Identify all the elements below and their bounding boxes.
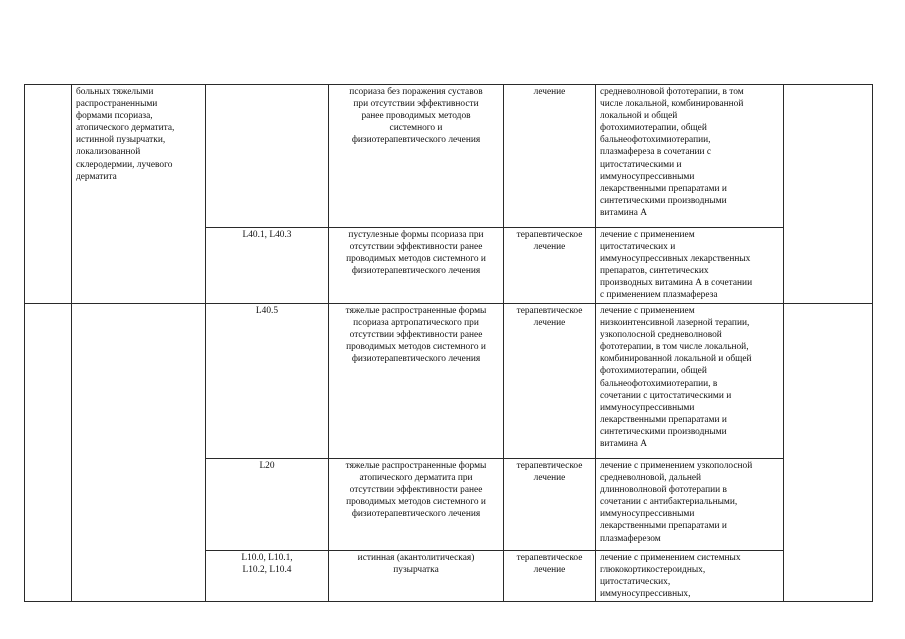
treatment-method-cell: лечение с применением системных глюкокортикостероидных, цитостатических, иммуносупрессивных, (596, 551, 784, 602)
treatment-type-cell: терапевтическое лечение (504, 304, 596, 459)
icd-code-cell: L40.1, L40.3 (206, 228, 329, 304)
icd-code-cell (206, 85, 329, 228)
table-row (25, 85, 873, 228)
patient-model-cell: тяжелые распространенные формы атопического дерматита при отсутствии эффективности ранее проводимых методов системного и физиотерапевтического лечения (329, 459, 504, 551)
table-row (25, 304, 873, 459)
extra-cell (784, 85, 873, 304)
patient-model-cell: истинная (акантолитическая) пузырчатка (329, 551, 504, 602)
treatment-type-cell: терапевтическое лечение (504, 459, 596, 551)
treatment-method-cell: средневолновой фототерапии, в том числе локальной, комбинированной локальной и общей фотохимиотерапии, общей бальнеофотохимиотерапии, плазмафереза в сочетании с цитостатическими и иммуносупрессивными лекарственными препаратами и синтетическими производными витамина А (596, 85, 784, 228)
treatment-type-cell: терапевтическое лечение (504, 551, 596, 602)
treatment-method-cell: лечение с применением низкоинтенсивной лазерной терапии, узкополосной средневолновой фототерапии, в том числе локальной, комбинированной локальной и общей фотохимиотерапии, общей бальнеофотохимиотерапии, в сочетании с цитостатическими и иммуносупрессивными лекарственными препаратами и синтетическими производными витамина А (596, 304, 784, 459)
icd-code-cell: L20 (206, 459, 329, 551)
group-number-cell (25, 304, 72, 602)
patient-category-cell: больных тяжелыми распространенными формами псориаза, атопического дерматита, истинной пузырчатки, локализованной склеродермии, лучевого дерматита (72, 85, 206, 304)
group-number-cell (25, 85, 72, 304)
treatment-type-cell: терапевтическое лечение (504, 228, 596, 304)
extra-cell (784, 304, 873, 602)
patient-category-cell (72, 304, 206, 602)
treatment-method-cell: лечение с применением узкополосной средневолновой, дальней длинноволновой фототерапии в сочетании с антибактериальными, иммуносупрессивными лекарственными препаратами и плазмаферезом (596, 459, 784, 551)
patient-model-cell: псориаза без поражения суставов при отсутствии эффективности ранее проводимых методов системного и физиотерапевтического лечения (329, 85, 504, 228)
treatment-method-cell: лечение с применением цитостатических и иммуносупрессивных лекарственных препаратов, синтетических производных витамина А в сочетании с применением плазмафереза (596, 228, 784, 304)
treatment-table (24, 84, 873, 602)
patient-model-cell: пустулезные формы псориаза при отсутствии эффективности ранее проводимых методов системного и физиотерапевтического лечения (329, 228, 504, 304)
patient-model-cell: тяжелые распространенные формы псориаза артропатического при отсутствии эффективности ранее проводимых методов системного и физиотерапевтического лечения (329, 304, 504, 459)
icd-code-cell: L10.0, L10.1, L10.2, L10.4 (206, 551, 329, 602)
treatment-type-cell: лечение (504, 85, 596, 228)
icd-code-cell: L40.5 (206, 304, 329, 459)
